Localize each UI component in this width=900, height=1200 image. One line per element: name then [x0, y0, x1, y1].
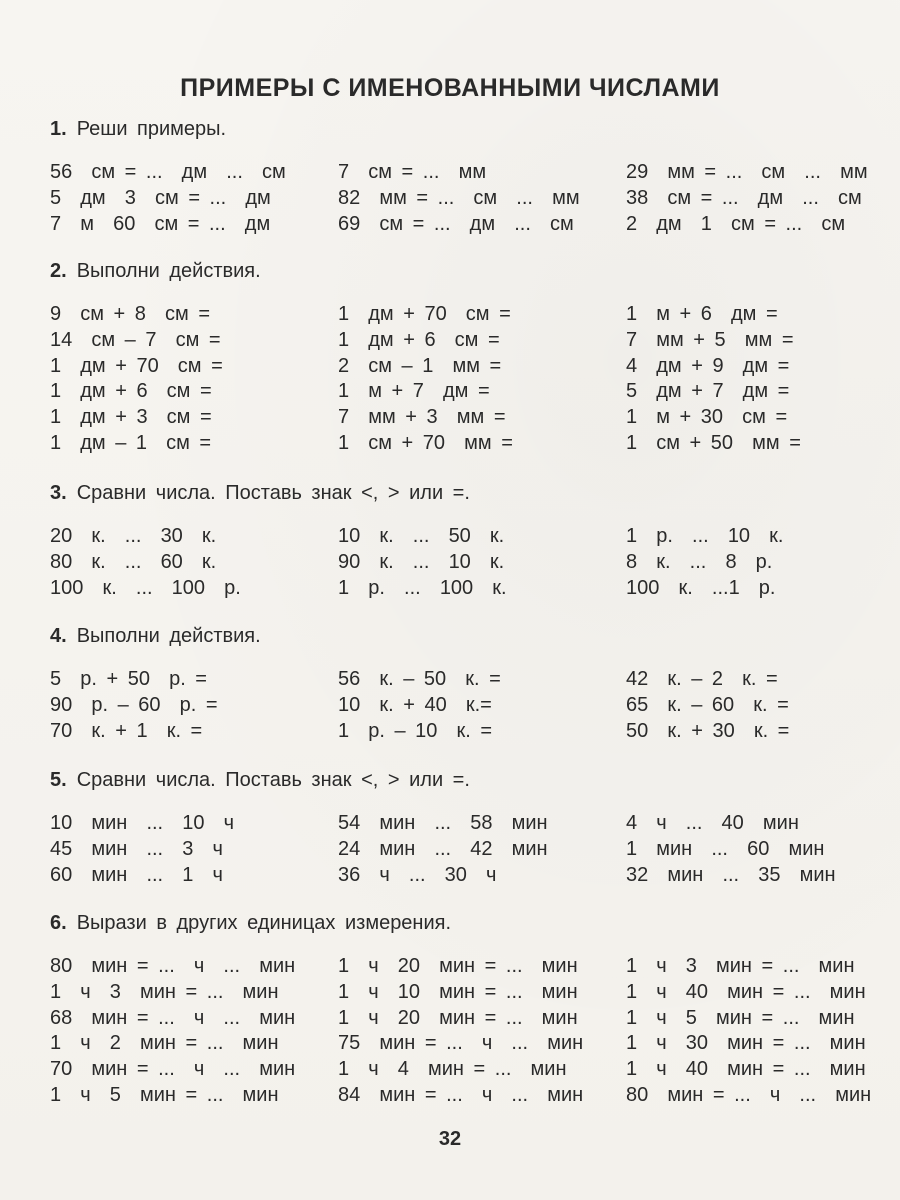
- problem: 7 см = ... мм: [338, 161, 487, 183]
- problem: 1 ч 3 мин = ... мин: [626, 955, 855, 977]
- exercise-row: [50, 354, 880, 380]
- problem: 1 дм – 1 см =: [50, 431, 212, 454]
- problem: 1 ч 30 мин = ... мин: [626, 1032, 866, 1055]
- exercise-row: [50, 954, 880, 980]
- problem: 1 см + 70 мм =: [338, 431, 513, 454]
- problem: 2 см – 1 мм =: [338, 354, 502, 377]
- problem: 36 ч ... 30 ч: [338, 863, 497, 886]
- problem: 80 мин = ... ч ... мин: [50, 955, 296, 977]
- problem: 1 ч 4 мин = ... мин: [338, 1058, 567, 1081]
- problem: 1 ч 10 мин = ... мин: [338, 980, 578, 1003]
- exercise-row: [50, 980, 880, 1006]
- problem: 69 см = ... дм ... см: [338, 212, 574, 235]
- exercise-header: [50, 623, 880, 649]
- exercise-row: [50, 379, 880, 405]
- page-number: 32: [438, 1128, 462, 1150]
- exercise-instruction: Выполни действия.: [76, 625, 261, 647]
- problem: 82 мм = ... см ... мм: [338, 186, 580, 209]
- exercise-row: [50, 693, 880, 719]
- exercise-header: [50, 480, 880, 506]
- exercise-grid: [50, 954, 880, 1109]
- exercise-row: [50, 1006, 880, 1032]
- problem: 100 к. ... 100 р.: [50, 576, 241, 599]
- problem: 4 дм + 9 дм =: [626, 354, 790, 377]
- problem: 56 к. – 50 к. =: [338, 668, 501, 690]
- problem: 80 мин = ... ч ... мин: [626, 1083, 872, 1106]
- exercise-instruction: Реши примеры.: [76, 118, 227, 140]
- exercise-row: [50, 431, 880, 457]
- exercise-header: [50, 910, 880, 936]
- exercise-grid: [50, 302, 880, 457]
- problem: 1 дм + 70 см =: [50, 354, 223, 377]
- problem: 80 к. ... 60 к.: [50, 550, 217, 573]
- exercise-number: 1.: [50, 118, 67, 140]
- problem: 45 мин ... 3 ч: [50, 837, 223, 860]
- exercise-row: [50, 719, 880, 745]
- problem: 42 к. – 2 к. =: [626, 668, 778, 690]
- problem: 1 дм + 6 см =: [338, 328, 500, 351]
- exercise-row: [50, 524, 880, 550]
- exercise-5: [50, 767, 880, 888]
- exercise-row: [50, 302, 880, 328]
- problem: 70 к. + 1 к. =: [50, 719, 203, 742]
- exercise-row: [50, 863, 880, 889]
- exercise-row: [50, 186, 880, 212]
- problem: 1 ч 40 мин = ... мин: [626, 1058, 866, 1081]
- problem: 1 ч 20 мин = ... мин: [338, 1006, 578, 1029]
- problem: 1 дм + 70 см =: [338, 303, 511, 325]
- problem: 1 дм + 6 см =: [50, 380, 212, 403]
- exercise-row: [50, 1031, 880, 1057]
- problem: 100 к. ...1 р.: [626, 576, 776, 599]
- problem: 1 ч 40 мин = ... мин: [626, 980, 866, 1003]
- exercise-row: [50, 212, 880, 238]
- exercise-row: [50, 576, 880, 602]
- problem: 90 к. ... 10 к.: [338, 550, 505, 573]
- problem: 10 к. + 40 к.=: [338, 693, 492, 716]
- problem: 60 мин ... 1 ч: [50, 863, 223, 886]
- problem: 1 ч 5 мин = ... мин: [50, 1083, 279, 1106]
- problem: 1 см + 50 мм =: [626, 431, 801, 454]
- exercise-row: [50, 1083, 880, 1109]
- problem: 38 см = ... дм ... см: [626, 186, 862, 209]
- problem: 1 ч 2 мин = ... мин: [50, 1032, 279, 1055]
- problem: 70 мин = ... ч ... мин: [50, 1058, 296, 1081]
- exercise-grid: [50, 667, 880, 744]
- exercise-number: 4.: [50, 625, 67, 647]
- problem: 1 дм + 3 см =: [50, 406, 212, 429]
- page-title: ПРИМЕРЫ С ИМЕНОВАННЫМИ ЧИСЛАМИ: [180, 74, 720, 102]
- problem: 20 к. ... 30 к.: [50, 525, 217, 547]
- problem: 56 см = ... дм ... см: [50, 161, 286, 183]
- problem: 7 мм + 3 мм =: [338, 406, 506, 429]
- problem: 1 м + 7 дм =: [338, 380, 490, 403]
- exercise-row: [50, 811, 880, 837]
- exercise-row: [50, 160, 880, 186]
- problem: 54 мин ... 58 мин: [338, 812, 548, 834]
- exercise-2: [50, 258, 880, 457]
- problem: 1 р. ... 10 к.: [626, 525, 784, 547]
- exercise-3: [50, 480, 880, 601]
- problem: 7 м 60 см = ... дм: [50, 212, 271, 235]
- exercise-6: [50, 910, 880, 1109]
- problem: 10 к. ... 50 к.: [338, 525, 505, 547]
- exercise-grid: [50, 524, 880, 601]
- problem: 14 см – 7 см =: [50, 328, 221, 351]
- exercise-number: 2.: [50, 260, 67, 282]
- problem: 29 мм = ... см ... мм: [626, 161, 868, 183]
- exercise-4: [50, 623, 880, 744]
- problem: 7 мм + 5 мм =: [626, 328, 794, 351]
- problem: 4 ч ... 40 мин: [626, 812, 799, 834]
- exercise-number: 3.: [50, 482, 67, 504]
- exercise-instruction: Выполни действия.: [76, 260, 261, 282]
- problem: 1 ч 20 мин = ... мин: [338, 955, 578, 977]
- problem: 1 ч 5 мин = ... мин: [626, 1006, 855, 1029]
- exercise-row: [50, 667, 880, 693]
- exercise-row: [50, 405, 880, 431]
- problem: 5 дм + 7 дм =: [626, 380, 790, 403]
- problem: 68 мин = ... ч ... мин: [50, 1006, 296, 1029]
- problem: 24 мин ... 42 мин: [338, 837, 548, 860]
- exercise-instruction: Сравни числа. Поставь знак <, > или =.: [76, 769, 470, 791]
- problem: 90 р. – 60 р. =: [50, 693, 218, 716]
- problem: 1 мин ... 60 мин: [626, 837, 825, 860]
- problem: 2 дм 1 см = ... см: [626, 212, 846, 235]
- exercise-header: [50, 116, 880, 142]
- exercise-row: [50, 550, 880, 576]
- exercise-row: [50, 328, 880, 354]
- problem: 1 м + 6 дм =: [626, 303, 778, 325]
- exercise-row: [50, 1057, 880, 1083]
- exercise-number: 6.: [50, 912, 67, 934]
- problem: 9 см + 8 см =: [50, 303, 211, 325]
- exercise-row: [50, 837, 880, 863]
- problem: 10 мин ... 10 ч: [50, 812, 235, 834]
- problem: 5 р. + 50 р. =: [50, 668, 207, 690]
- problem: 1 р. – 10 к. =: [338, 719, 493, 742]
- exercise-grid: [50, 160, 880, 237]
- problem: 1 р. ... 100 к.: [338, 576, 507, 599]
- exercise-header: [50, 258, 880, 284]
- problem: 8 к. ... 8 р.: [626, 550, 773, 573]
- problem: 5 дм 3 см = ... дм: [50, 186, 271, 209]
- problem: 50 к. + 30 к. =: [626, 719, 790, 742]
- exercise-grid: [50, 811, 880, 888]
- problem: 65 к. – 60 к. =: [626, 693, 789, 716]
- problem: 32 мин ... 35 мин: [626, 863, 836, 886]
- exercise-number: 5.: [50, 769, 67, 791]
- problem: 84 мин = ... ч ... мин: [338, 1083, 584, 1106]
- exercise-instruction: Вырази в других единицах измерения.: [76, 912, 452, 934]
- exercise-instruction: Сравни числа. Поставь знак <, > или =.: [76, 482, 470, 504]
- exercise-header: [50, 767, 880, 793]
- exercise-1: [50, 116, 880, 237]
- problem: 1 м + 30 см =: [626, 406, 788, 429]
- problem: 75 мин = ... ч ... мин: [338, 1032, 584, 1055]
- problem: 1 ч 3 мин = ... мин: [50, 980, 279, 1003]
